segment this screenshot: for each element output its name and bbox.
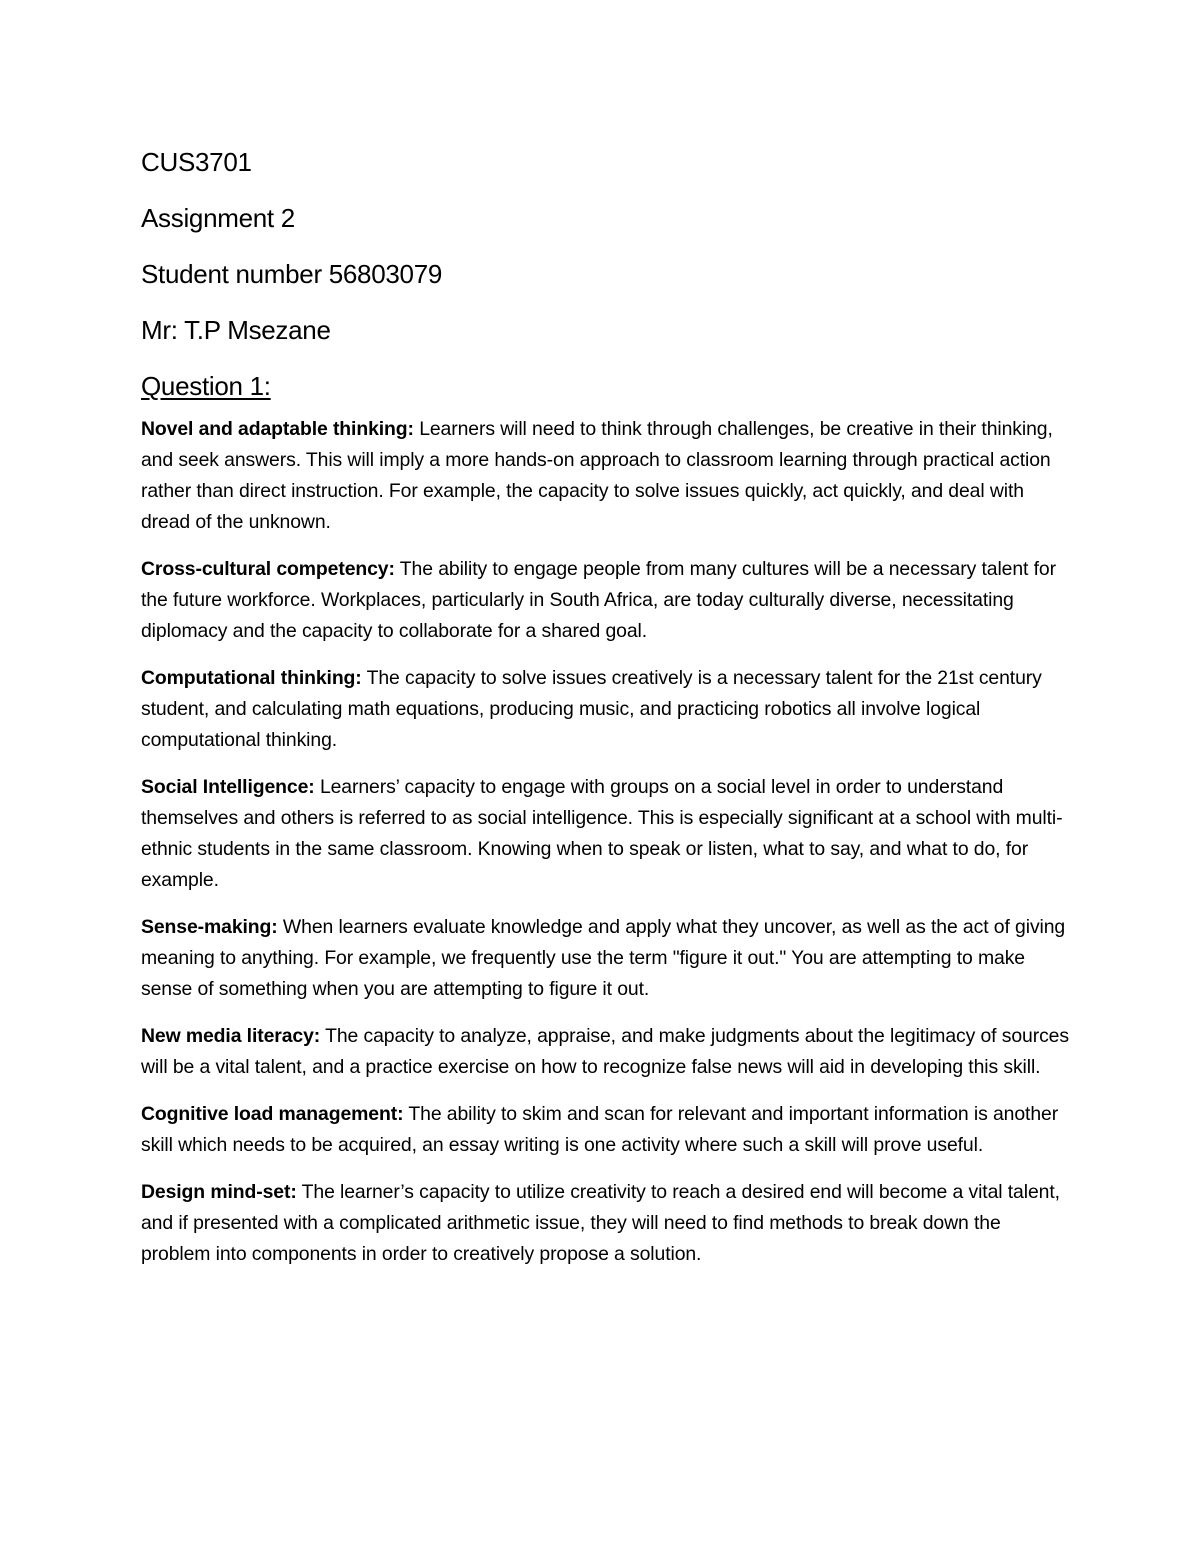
lecturer-name: Mr: T.P Msezane — [141, 315, 331, 345]
paragraph-text: Learners’ capacity to engage with groups on a social level in order to understand themselves and others is referred to as social intelligence. This is especially significant at a school with multi-ethnic students in the same classroom. Knowing when to speak or listen, what to say, and what to do, for example. — [141, 776, 1063, 891]
paragraph-text: The capacity to analyze, appraise, and make judgments about the legitimacy of sources will be a vital talent, and a practice exercise on how to recognize false news will aid in developing this skill. — [141, 1025, 1069, 1078]
paragraph-text: The capacity to solve issues creatively is a necessary talent for the 21st century student, and calculating math equations, producing music, and practicing robotics all involve logical computational thinking. — [141, 667, 1042, 751]
term-label: Social Intelligence: — [141, 776, 315, 798]
paragraph-cross-cultural — [141, 554, 1071, 647]
term-label: New media literacy: — [141, 1025, 321, 1047]
paragraph-social-intelligence — [141, 772, 1071, 896]
paragraph-novel-thinking — [141, 414, 1071, 538]
term-label: Sense-making: — [141, 916, 278, 938]
paragraph-sense-making — [141, 912, 1071, 1005]
paragraph-text: The ability to skim and scan for relevant and important information is another skill which needs to be acquired, an essay writing is one activity where such a skill will prove useful. — [141, 1103, 1059, 1156]
term-label: Cross-cultural competency: — [141, 558, 395, 580]
term-label: Novel and adaptable thinking: — [141, 418, 414, 440]
paragraph-text: When learners evaluate knowledge and apply what they uncover, as well as the act of giving meaning to anything. For example, we frequently use the term "figure it out." You are attempting to make sense of something when you are attempting to figure it out. — [141, 916, 1066, 1000]
term-label: Cognitive load management: — [141, 1103, 404, 1125]
assignment-title: Assignment 2 — [141, 203, 295, 233]
paragraph-text: The ability to engage people from many cultures will be a necessary talent for the future workforce. Workplaces, particularly in South Africa, are today culturally diverse, necessitating diplomacy and the capacity to collaborate for a shared goal. — [141, 558, 1056, 642]
document-body — [141, 140, 1071, 1286]
paragraph-new-media-literacy — [141, 1021, 1071, 1083]
student-number: Student number 56803079 — [141, 259, 443, 289]
paragraph-design-mindset — [141, 1177, 1071, 1270]
paragraph-cognitive-load — [141, 1099, 1071, 1161]
question-heading: Question 1: — [141, 371, 271, 401]
term-label: Design mind-set: — [141, 1181, 297, 1203]
paragraph-computational-thinking — [141, 663, 1071, 756]
paragraph-text: The learner’s capacity to utilize creativity to reach a desired end will become a vital talent, and if presented with a complicated arithmetic issue, they will need to find methods to break down the problem into components in order to creatively propose a solution. — [141, 1181, 1060, 1265]
term-label: Computational thinking: — [141, 667, 362, 689]
course-code: CUS3701 — [141, 147, 252, 177]
paragraph-text: Learners will need to think through challenges, be creative in their thinking, and seek answers. This will imply a more hands-on approach to classroom learning through practical action rather than direct instruction. For example, the capacity to solve issues quickly, act quickly, and deal with dread of the unknown. — [141, 418, 1053, 533]
